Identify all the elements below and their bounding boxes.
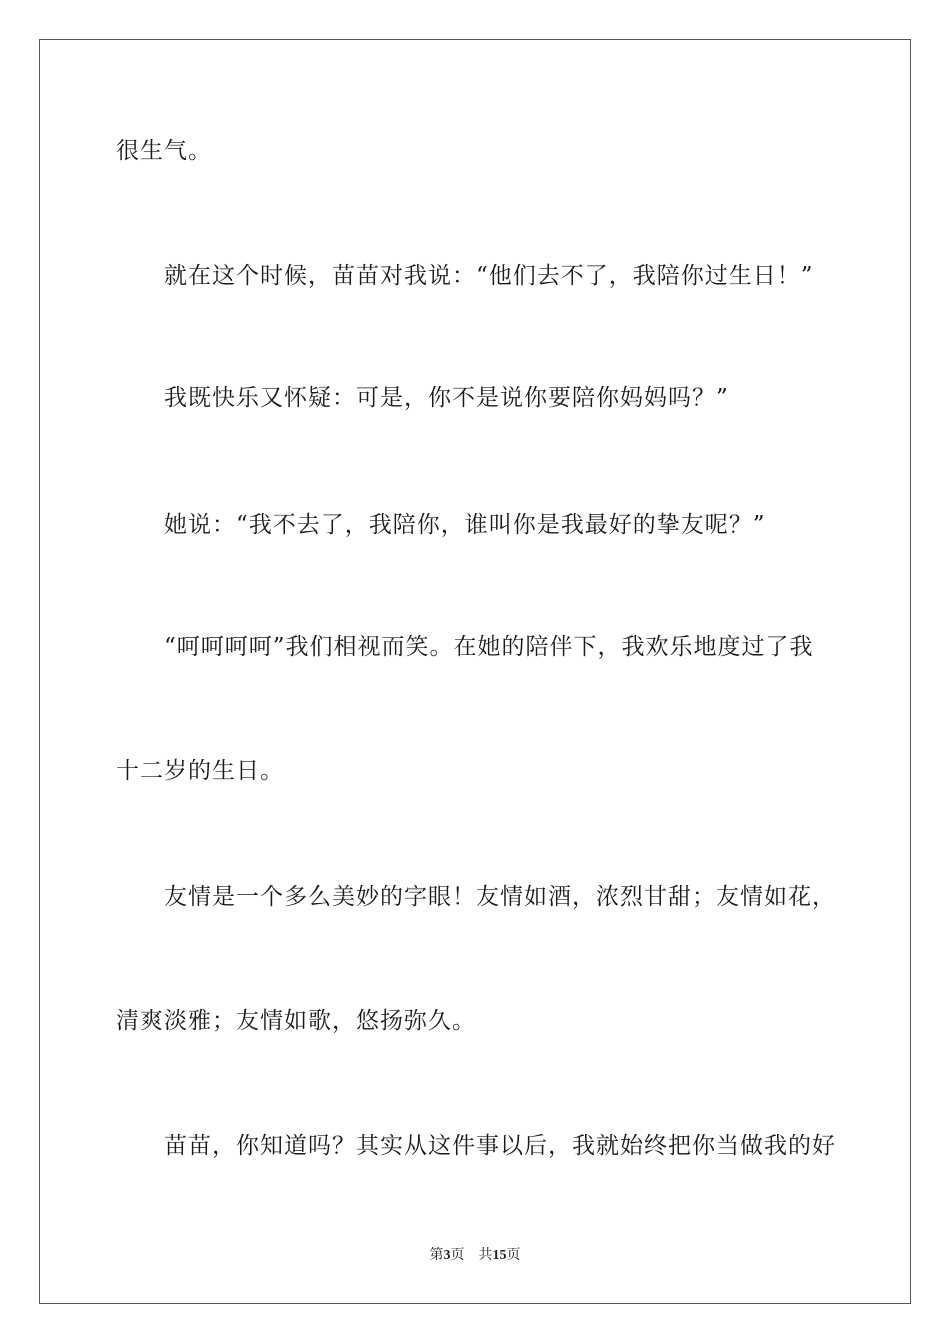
page-prefix: 第 [429,1248,444,1263]
text-line: 我既快乐又怀疑：可是，你不是说你要陪你妈妈吗？” [164,385,729,411]
text-line: 就在这个时候，苗苗对我说：“他们去不了，我陪你过生日！” [164,263,814,289]
text-line: “呵呵呵呵”我们相视而笑。在她的陪伴下，我欢乐地度过了我 [164,634,814,660]
total-prefix: 共 [478,1248,493,1263]
page-number: 3 [443,1248,451,1263]
text-line: 苗苗，你知道吗？其实从这件事以后，我就始终把你当做我的好 [164,1133,836,1159]
text-line: 清爽淡雅；友情如歌，悠扬弥久。 [116,1008,476,1034]
text-line: 她说：“我不去了，我陪你，谁叫你是我最好的挚友呢？” [164,512,766,538]
text-line: 很生气。 [116,138,212,164]
text-line: 十二岁的生日。 [116,758,284,784]
page-footer [0,1247,950,1265]
total-pages: 15 [492,1248,507,1263]
total-suffix: 页 [506,1248,521,1263]
page-frame [39,39,911,1304]
text-line: 友情是一个多么美妙的字眼！友情如酒，浓烈甘甜；友情如花， [164,884,836,910]
page-suffix: 页 [450,1248,465,1263]
